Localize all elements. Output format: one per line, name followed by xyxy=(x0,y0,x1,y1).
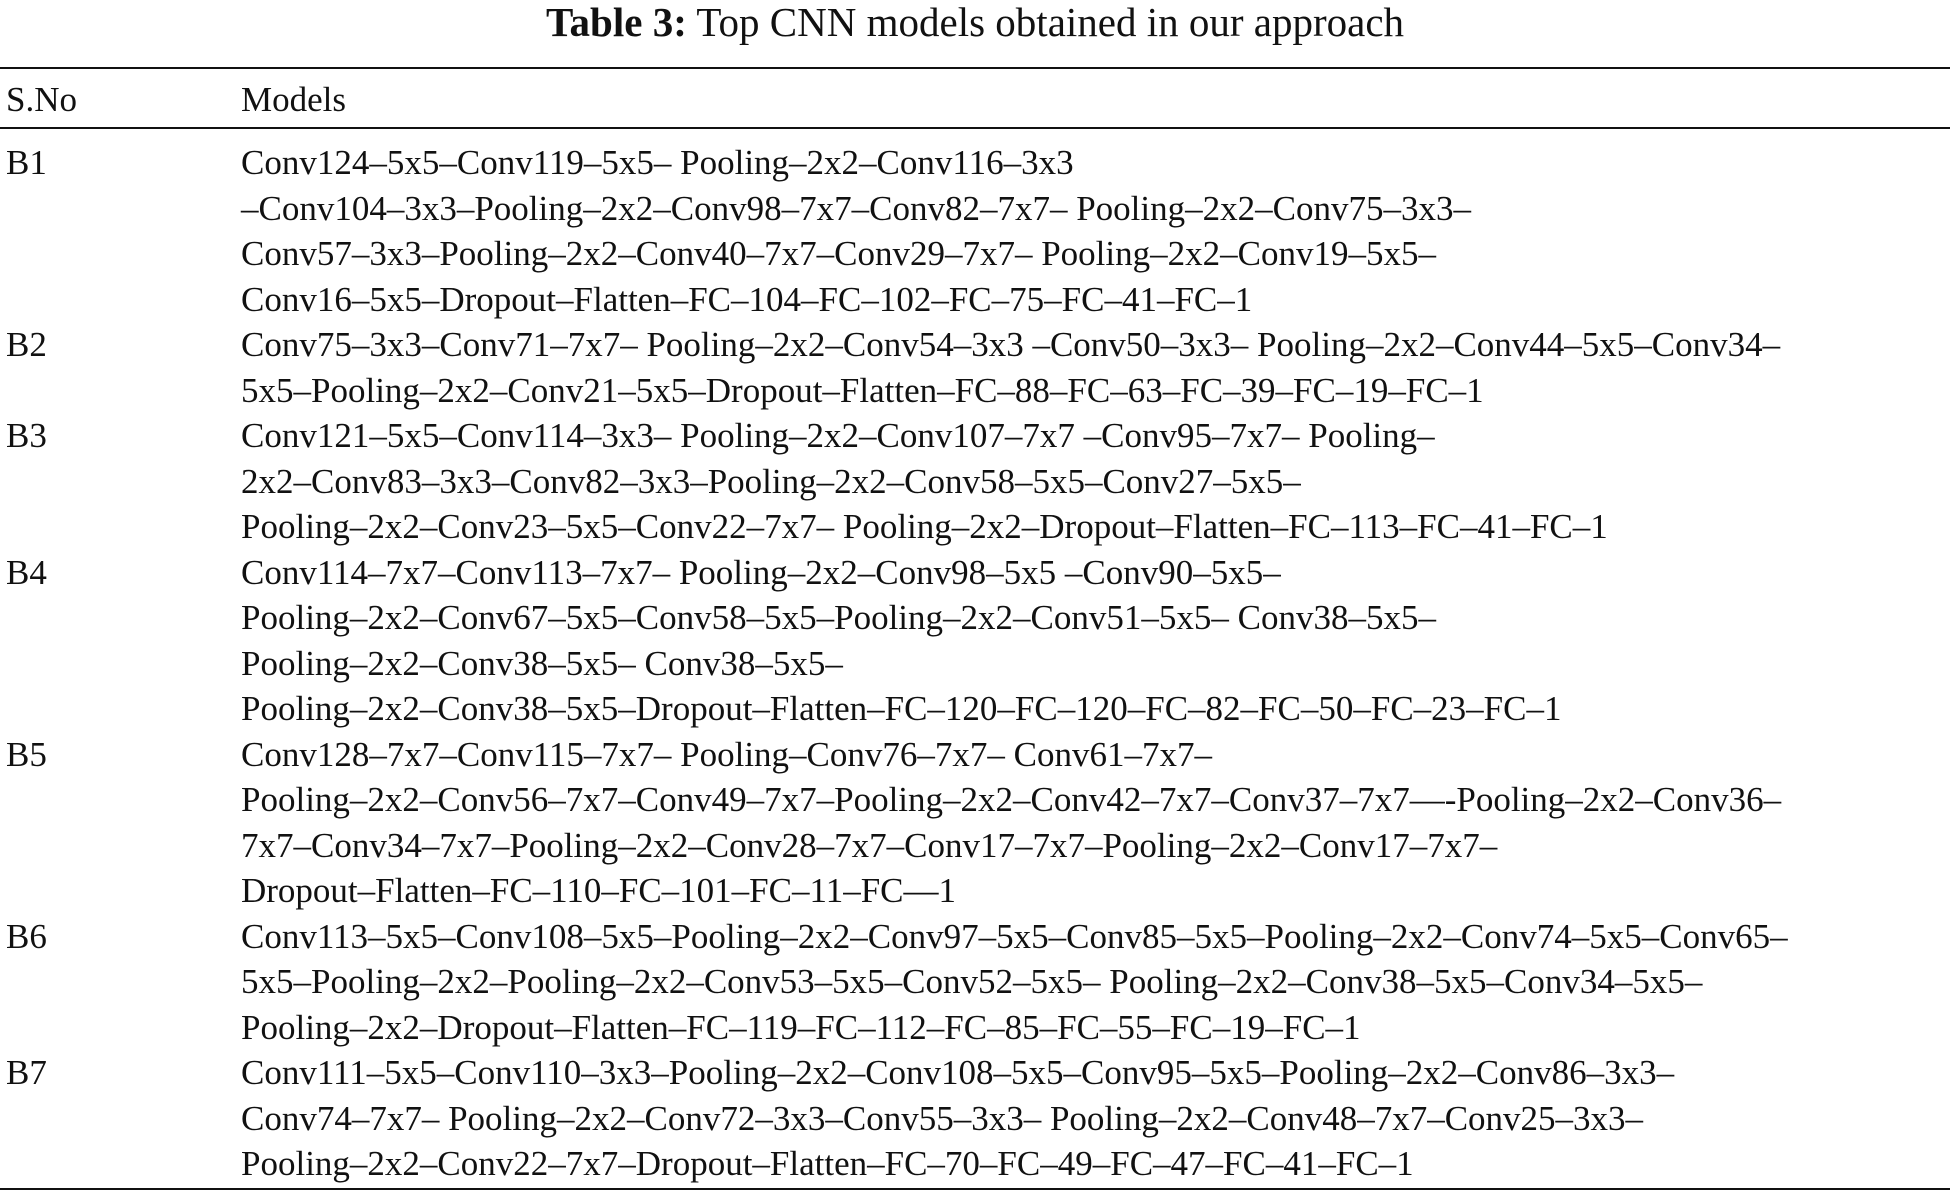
row-model-description xyxy=(241,1050,1950,1187)
table-header-row xyxy=(0,78,1950,122)
table-row xyxy=(0,1050,1950,1187)
table-bottom-rule xyxy=(0,1188,1950,1190)
table-row xyxy=(0,914,1950,1051)
table-body xyxy=(0,140,1950,1187)
model-line: Pooling–2x2–Conv38–5x5– Conv38–5x5– xyxy=(241,643,843,683)
header-sno: S.No xyxy=(6,80,77,119)
row-sno: B7 xyxy=(6,1053,47,1092)
model-line: Conv74–7x7– Pooling–2x2–Conv72–3x3–Conv55–3x3– Pooling–2x2–Conv48–7x7–Conv25–3x3– xyxy=(241,1098,1644,1138)
table-top-rule xyxy=(0,67,1950,69)
row-model-description xyxy=(241,550,1950,732)
model-line: Conv128–7x7–Conv115–7x7– Pooling–Conv76–7x7– Conv61–7x7– xyxy=(241,734,1212,774)
model-line: Conv124–5x5–Conv119–5x5– Pooling–2x2–Conv116–3x3 xyxy=(241,143,1074,182)
row-model-description xyxy=(241,322,1950,413)
row-sno: B3 xyxy=(6,416,47,455)
row-sno: B5 xyxy=(6,734,47,774)
table-caption-text: Top CNN models obtained in our approach xyxy=(696,0,1405,45)
model-line: Dropout–Flatten–FC–110–FC–101–FC–11–FC—1 xyxy=(241,871,957,910)
model-line: Pooling–2x2–Dropout–Flatten–FC–119–FC–112–FC–85–FC–55–FC–19–FC–1 xyxy=(241,1007,1361,1047)
model-line: 2x2–Conv83–3x3–Conv82–3x3–Pooling–2x2–Conv58–5x5–Conv27–5x5– xyxy=(241,461,1301,501)
model-line: Pooling–2x2–Conv22–7x7–Dropout–Flatten–FC–70–FC–49–FC–47–FC–41–FC–1 xyxy=(241,1144,1414,1183)
row-model-description xyxy=(241,140,1950,322)
model-line: Pooling–2x2–Conv38–5x5–Dropout–Flatten–FC–120–FC–120–FC–82–FC–50–FC–23–FC–1 xyxy=(241,689,1562,728)
row-sno: B6 xyxy=(6,916,47,956)
row-model-description xyxy=(241,413,1950,550)
model-line: Pooling–2x2–Conv56–7x7–Conv49–7x7–Pooling–2x2–Conv42–7x7–Conv37–7x7—-Pooling–2x2–Conv36– xyxy=(241,780,1782,819)
table-row xyxy=(0,322,1950,413)
table-row xyxy=(0,732,1950,914)
row-sno: B1 xyxy=(6,143,47,182)
header-models: Models xyxy=(241,80,346,119)
model-line: Pooling–2x2–Conv67–5x5–Conv58–5x5–Pooling–2x2–Conv51–5x5– Conv38–5x5– xyxy=(241,598,1436,637)
model-line: Conv121–5x5–Conv114–3x3– Pooling–2x2–Conv107–7x7 –Conv95–7x7– Pooling– xyxy=(241,416,1435,455)
table-row xyxy=(0,413,1950,550)
table-row xyxy=(0,140,1950,322)
model-line: 7x7–Conv34–7x7–Pooling–2x2–Conv28–7x7–Conv17–7x7–Pooling–2x2–Conv17–7x7– xyxy=(241,825,1498,865)
model-line: Conv16–5x5–Dropout–Flatten–FC–104–FC–102–FC–75–FC–41–FC–1 xyxy=(241,279,1253,319)
table-caption xyxy=(0,0,1950,44)
model-line: 5x5–Pooling–2x2–Conv21–5x5–Dropout–Flatten–FC–88–FC–63–FC–39–FC–19–FC–1 xyxy=(241,370,1484,410)
model-line: Conv114–7x7–Conv113–7x7– Pooling–2x2–Conv98–5x5 –Conv90–5x5– xyxy=(241,552,1281,592)
model-line: Conv111–5x5–Conv110–3x3–Pooling–2x2–Conv108–5x5–Conv95–5x5–Pooling–2x2–Conv86–3x3– xyxy=(241,1053,1675,1092)
model-line: Conv75–3x3–Conv71–7x7– Pooling–2x2–Conv54–3x3 –Conv50–3x3– Pooling–2x2–Conv44–5x5–Conv34– xyxy=(241,325,1781,364)
model-line: Pooling–2x2–Conv23–5x5–Conv22–7x7– Pooling–2x2–Dropout–Flatten–FC–113–FC–41–FC–1 xyxy=(241,507,1608,546)
model-line: Conv113–5x5–Conv108–5x5–Pooling–2x2–Conv97–5x5–Conv85–5x5–Pooling–2x2–Conv74–5x5–Conv65– xyxy=(241,916,1788,956)
row-model-description xyxy=(241,732,1950,914)
table-header-rule xyxy=(0,127,1950,129)
model-line: –Conv104–3x3–Pooling–2x2–Conv98–7x7–Conv82–7x7– Pooling–2x2–Conv75–3x3– xyxy=(241,188,1471,228)
row-model-description xyxy=(241,914,1950,1051)
table-caption-label: Table 3: xyxy=(545,0,687,45)
table-row xyxy=(0,550,1950,732)
model-line: Conv57–3x3–Pooling–2x2–Conv40–7x7–Conv29–7x7– Pooling–2x2–Conv19–5x5– xyxy=(241,234,1436,273)
model-line: 5x5–Pooling–2x2–Pooling–2x2–Conv53–5x5–Conv52–5x5– Pooling–2x2–Conv38–5x5–Conv34–5x5– xyxy=(241,962,1703,1001)
row-sno: B4 xyxy=(6,552,47,592)
row-sno: B2 xyxy=(6,325,47,364)
